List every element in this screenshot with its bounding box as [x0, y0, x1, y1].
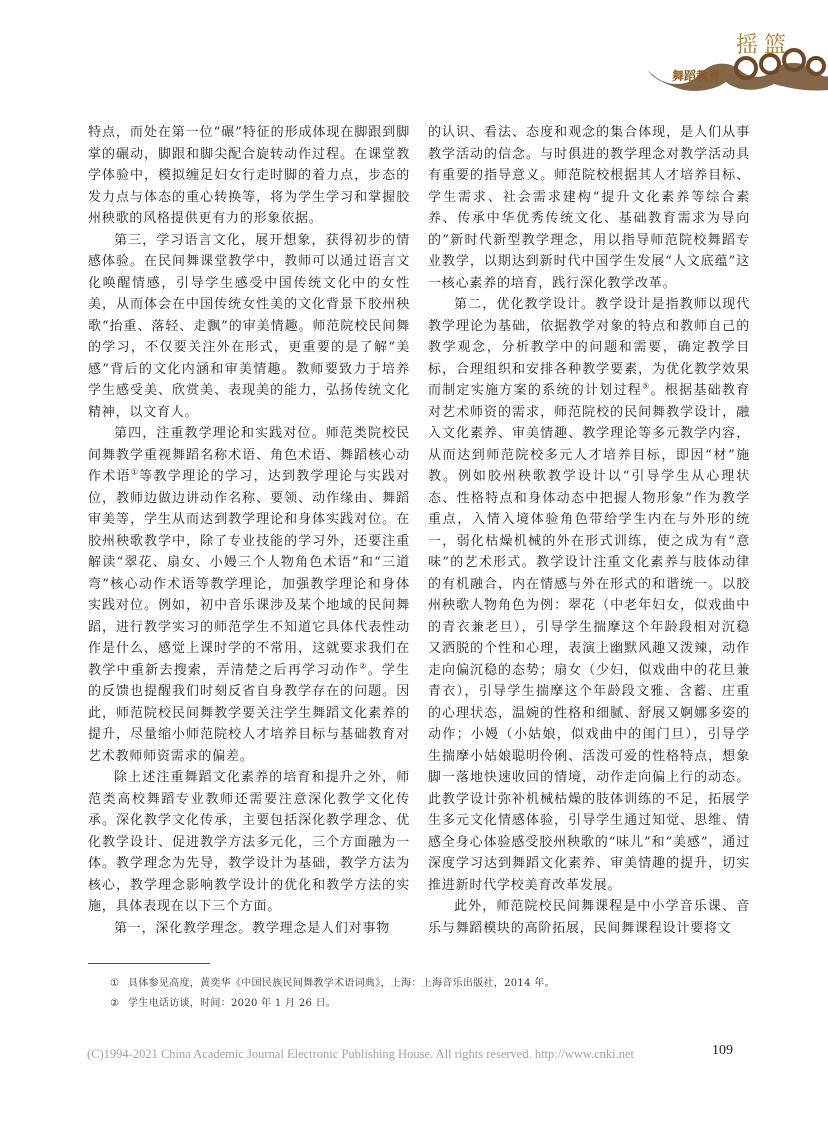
body-paragraph: 的认识、看法、态度和观念的集合体现，是人们从事教学活动的信念。与时俱进的教学理念对教学活动具有重要的指导意义。师范院校根据其人才培养目标、学生需求、社会需求建构“提升文化素养等综合素养、传承中华优秀传统文化、基础教育需求为导向的”新时代新型教学理念，用以指导师范院校舞蹈专业教学，以期达到新时代中国学生发展“人文底蕴”这一核心素养的培育，践行深化教学改革。 [428, 125, 750, 291]
body-paragraph: 第三，学习语言文化，展开想象，获得初步的情感体验。在民间舞课堂教学中，教师可以通过语言文化唤醒情感，引导学生感受中国传统文化中的女性美，从而体会在中国传统女性美的文化背景下胶州秧歌“抬重、落轻、走飘”的审美情趣。师范院校民间舞的学习，不仅要关注外在形式，更重要的是了解“美感”背后的文化内涵和审美情趣。教师要致力于培养学生感受美、欣赏美、表现美的能力，弘扬传统文化精神，以文育人。 [88, 232, 410, 420]
body-paragraph: 第二，优化教学设计。教学设计是指教师以现代教学理论为基础，依据教学对象的特点和教师自己的教学观念，分析教学中的问题和需要，确定教学目标，合理组织和安排各种教学要素，为优化教学效果而制定实施方案的系统的计划过程⑤。根据基础教育对艺术师资的需求，师范院校的民间舞教学设计，融入文化素养、审美情趣、教学理论等多元教学内容，从而达到师范院校多元人才培养目标，即因“材”施教。例如胶州秧歌教学设计以“引导学生从心理状态、性格特点和身体动态中把握人物形象”作为教学重点，入情入境体验角色带给学生内在与外形的统一，弱化枯燥机械的外在形式训练，使之成为有“意味”的艺术形式。教学设计注重文化素养与肢体动律的有机融合，内在情感与外在形式的和谐统一。以胶州秧歌人物角色为例：翠花（中老年妇女，似戏曲中的青衣兼老旦），引导学生揣摩这个年龄段相对沉稳又洒脱的个性和心理，表演上幽默风趣又泼辣，动作走向偏沉稳的态势；扇女（少妇，似戏曲中的花旦兼青衣），引导学生揣摩这个年龄段文雅、含蓄、庄重的心理状态，温婉的性格和细腻、舒展又婀娜多姿的动作；小嫚（小姑娘，似戏曲中的闺门旦），引导学生揣摩小姑娘聪明伶俐、活泼可爱的性格特点，想象脚一落地快速收回的情境，动作走向偏上行的动态。此教学设计弥补机械枯燥的肢体训练的不足，拓展学生多元文化情感体验，引导学生通过知觉、思维、情感全身心体验感受胶州秧歌的“味儿”和“美感”，通过深度学习达到舞蹈文化素养、审美情趣的提升，切实推进新时代学校美育改革发展。 [428, 297, 750, 893]
page-number: 109 [712, 1043, 733, 1058]
footnote-ref-2[interactable]: ② [359, 661, 368, 671]
footnote-text: 具体参见高度，黄奕华《中国民族民间舞教学术语词典》，上海：上海音乐出版社，2014 年。 [128, 978, 555, 989]
body-paragraph: 除上述注重舞蹈文化素养的培育和提升之外，师范类高校舞蹈专业教师还需要注意深化教学文化传承。深化教学文化传承，主要包括深化教学理念、优化教学设计、促进教学方法多元化，三个方面融为一体。教学理念为先导，教学设计为基础，教学方法为核心，教学理念影响教学设计的优化和教学方法的实施，具体表现在以下三个方面。 [88, 770, 410, 914]
left-text-column [88, 122, 410, 939]
footnote-item [110, 994, 760, 1014]
footnote-text: 学生电话访谈，时间：2020 年 1 月 26 日。 [128, 998, 337, 1009]
footnote-ref-5[interactable]: ⑤ [642, 381, 651, 391]
footnote-divider [88, 963, 210, 964]
footnote-number: ① [110, 978, 120, 989]
body-paragraph: 特点，而处在第一位“碾”特征的形成体现在脚跟到脚掌的碾动，脚跟和脚尖配合旋转动作过程。在课堂教学体验中，模拟缠足妇女行走时脚的着力点，步态的发力点与体态的重心转换等，将为学生学习和掌握胶州秧歌的风格提供更有力的形象依据。 [88, 125, 410, 226]
swirl-ring-4 [808, 58, 824, 74]
right-text-column [428, 122, 750, 939]
journal-logo-art [588, 30, 828, 100]
body-paragraph: 此外，师范院校民间舞课程是中小学音乐课、音乐与舞蹈模块的高阶拓展，民间舞课程设计要将文 [428, 899, 750, 936]
journal-logo [588, 30, 828, 100]
footnotes [110, 974, 760, 1014]
copyright-notice: (C)1994-2021 China Academic Journal Electronic Publishing House. All rights reserved. http://www.cnki.net [87, 1047, 635, 1061]
footnote-item [110, 974, 760, 994]
logo-subtitle-text: 舞蹈教育 [672, 69, 721, 83]
body-paragraph: 第四，注重教学理论和实践对位。师范类院校民间舞教学重视舞蹈名称术语、角色术语、舞蹈核心动作术语①等教学理论的学习，达到教学理论与实践对位，教师边做边讲动作名称、要领、动作缘由、舞蹈审美等，学生从而达到教学理论和身体实践对位。在胶州秧歌教学中，除了专业技能的学习外，还要注重解读“翠花、扇女、小嫚三个人物角色术语”和“三道弯”核心动作术语等教学理论，加强教学理论和身体实践对位。例如，初中音乐课涉及某个地域的民间舞蹈，进行教学实习的师范学生不知道它具体代表性动作是什么，感觉上课时学的不常用，这就要求我们在教学中重新去搜索，弄清楚之后再学习动作②。学生的反馈也提醒我们时刻反省自身教学存在的问题。因此，师范院校民间舞教学要关注学生舞蹈文化素养的提升，尽量缩小师范院校人才培养目标与基础教育对艺术教师师资需求的偏差。 [88, 426, 410, 764]
logo-title-text: 摇篮 [736, 33, 793, 58]
body-paragraph: 第一，深化教学理念。教学理念是人们对事物 [114, 920, 391, 936]
footnote-number: ② [110, 998, 120, 1009]
footnote-ref-1[interactable]: ① [130, 467, 140, 477]
